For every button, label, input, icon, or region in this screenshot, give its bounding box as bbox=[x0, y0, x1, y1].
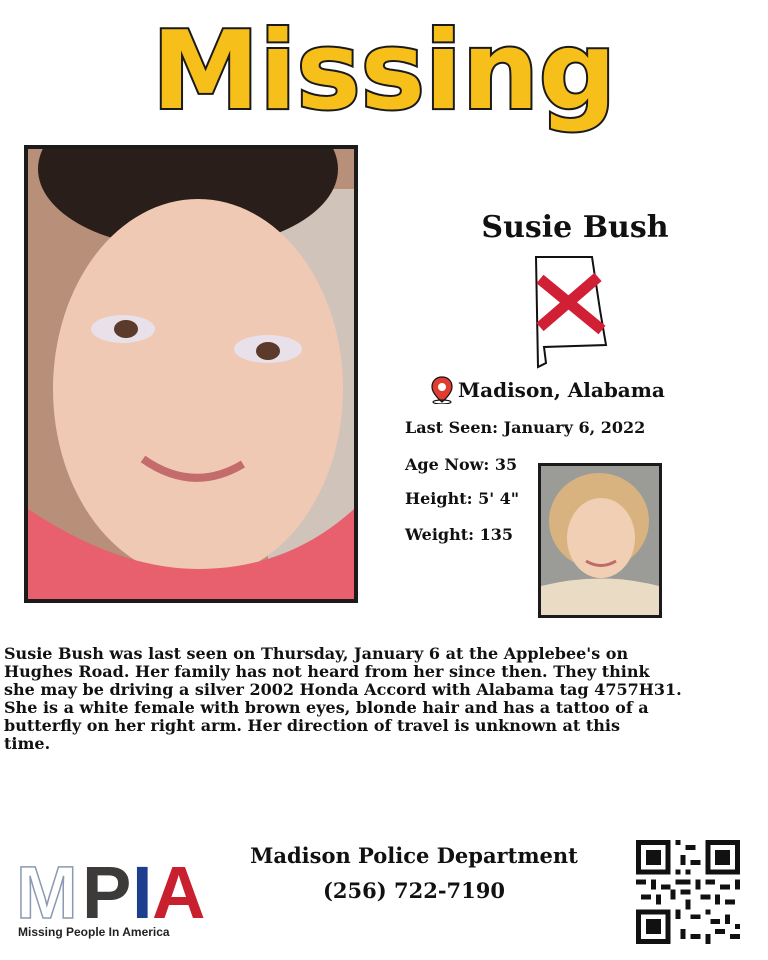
svg-text:I: I bbox=[132, 852, 153, 922]
age-now: Age Now: 35 bbox=[405, 455, 518, 474]
last-seen: Last Seen: January 6, 2022 bbox=[405, 418, 646, 437]
description-line: butterfly on her right arm. Her direction of travel is unknown at this bbox=[4, 716, 620, 735]
person-name: Susie Bush bbox=[481, 210, 669, 245]
svg-text:M: M bbox=[16, 852, 78, 922]
secondary-photo bbox=[538, 463, 662, 618]
description-line: she may be driving a silver 2002 Honda Accord with Alabama tag 4757H31. bbox=[4, 680, 682, 699]
headline bbox=[0, 0, 768, 140]
location-text: Madison, Alabama bbox=[458, 378, 665, 402]
phone-number[interactable]: (256) 722-7190 bbox=[322, 878, 506, 903]
svg-text:P: P bbox=[82, 852, 132, 922]
description-line: She is a white female with brown eyes, blonde hair and has a tattoo of a bbox=[4, 698, 649, 717]
department-name: Madison Police Department bbox=[250, 843, 578, 868]
height: Height: 5' 4" bbox=[405, 489, 520, 508]
headline-text: Missing bbox=[151, 9, 617, 134]
qr-code-icon[interactable] bbox=[636, 840, 740, 944]
description-line: time. bbox=[4, 734, 51, 753]
logo-caption: Missing People In America bbox=[18, 925, 170, 939]
description bbox=[4, 645, 764, 753]
weight: Weight: 135 bbox=[405, 525, 514, 544]
description-line: Susie Bush was last seen on Thursday, January 6 at the Applebee's on bbox=[4, 644, 629, 663]
alabama-map-icon bbox=[530, 255, 615, 375]
location bbox=[430, 375, 710, 405]
location-pin-icon bbox=[430, 376, 454, 404]
main-photo bbox=[24, 145, 358, 603]
svg-text:A: A bbox=[152, 852, 206, 922]
description-line: Hughes Road. Her family has not heard from her since then. They think bbox=[4, 662, 650, 681]
